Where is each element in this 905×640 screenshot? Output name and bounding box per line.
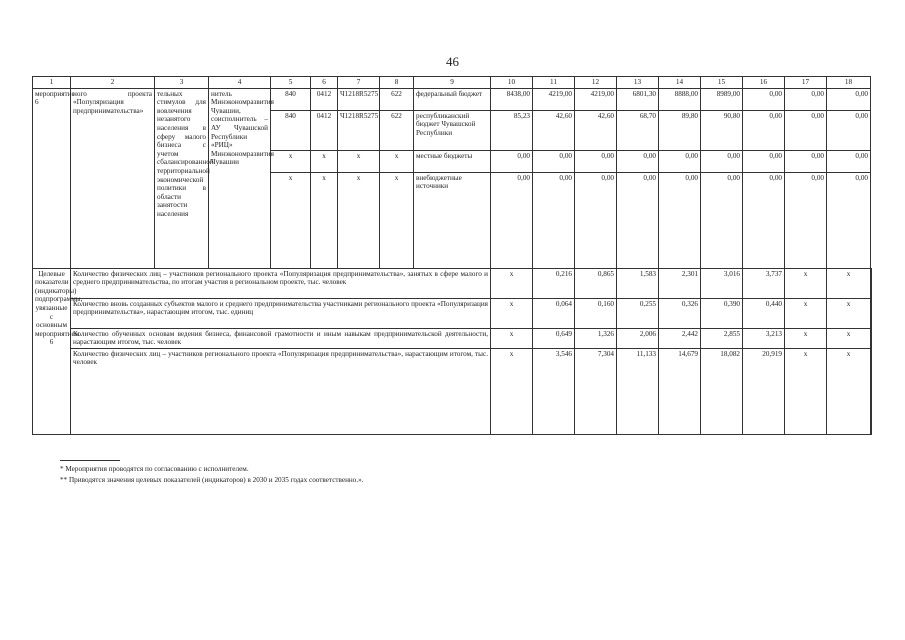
table-cell: 6801,30 (617, 88, 659, 110)
table-cell: 8989,00 (701, 88, 743, 110)
header-cell: 9 (414, 77, 491, 89)
indicator-value: 1,583 (617, 268, 659, 298)
table-cell: федеральный бюджет (414, 88, 491, 110)
table-cell: х (311, 150, 338, 172)
indicator-value: 7,304 (575, 348, 617, 434)
indicator-text: Количество физических лиц – участников регионального проекта «Популяризация предпринимательства», нарастающим итогом, тыс. человек (71, 348, 491, 434)
table-cell: 0,00 (743, 172, 785, 268)
footnote-separator (60, 460, 120, 461)
header-cell: 17 (785, 77, 827, 89)
table-cell: х (380, 150, 414, 172)
table-cell: 0,00 (743, 150, 785, 172)
header-cell: 12 (575, 77, 617, 89)
table-cell: 0,00 (617, 150, 659, 172)
indicator-value: 0,440 (743, 298, 785, 328)
indicator-value: 3,546 (533, 348, 575, 434)
table-cell: 0,00 (575, 172, 617, 268)
table-cell: х (271, 172, 311, 268)
header-row (33, 77, 872, 89)
header-cell: 4 (209, 77, 271, 89)
table-cell: 90,80 (701, 110, 743, 150)
indicator-value: 3,016 (701, 268, 743, 298)
indicator-value: 0,255 (617, 298, 659, 328)
table-cell: 0,00 (827, 172, 871, 268)
indicator-value (871, 348, 872, 434)
table-cell: 89,80 (659, 110, 701, 150)
table-cell: 622 (380, 110, 414, 150)
indicator-value (871, 298, 872, 328)
indicator-value: х (827, 298, 871, 328)
table-cell: 840 (271, 88, 311, 110)
table-cell: 0,00 (617, 172, 659, 268)
indicator-value: х (491, 298, 533, 328)
table-cell: 0412 (311, 110, 338, 150)
indicator-text: Количество вновь созданных субъектов малого и среднего предпринимательства участниками регионального проекта «Популяризация предпринимательства», нарастающим итогом, тыс. единиц (71, 298, 491, 328)
table-cell: 42,60 (575, 110, 617, 150)
executor-cell: нитель Минэкономразвития Чувашии, соисполнитель – АУ Чувашской Республики «РИЦ» Минэкономразвития Чувашии (209, 88, 271, 268)
indicator-value: 0,649 (533, 328, 575, 348)
header-cell: 7 (338, 77, 380, 89)
table-cell: республиканский бюджет Чувашской Республики (414, 110, 491, 150)
table-cell: 622 (380, 88, 414, 110)
table-cell: Ч1218R5275 (338, 110, 380, 150)
indicator-value: 0,064 (533, 298, 575, 328)
budget-table (32, 76, 872, 435)
table-cell: местные бюджеты (414, 150, 491, 172)
table-cell: 0,00 (785, 88, 827, 110)
table-cell: 0,00 (785, 172, 827, 268)
indicator-value: х (491, 348, 533, 434)
table-cell: 0,00 (743, 110, 785, 150)
project-cell: ного проекта «Популяризация предпринимательства» (71, 88, 155, 268)
indicator-value: 3,737 (743, 268, 785, 298)
header-cell: 14 (659, 77, 701, 89)
indicator-value: х (785, 348, 827, 434)
table-cell: х (271, 150, 311, 172)
indicator-value: х (827, 268, 871, 298)
header-cell: 15 (701, 77, 743, 89)
footnote-1: * Мероприятия проводятся по согласованию с исполнителем. (60, 465, 249, 473)
indicator-value (871, 328, 872, 348)
page-number: 46 (446, 54, 459, 69)
table-cell: 0,00 (785, 150, 827, 172)
header-cell: 16 (743, 77, 785, 89)
table-cell: 42,60 (533, 110, 575, 150)
table-cell: 8438,00 (491, 88, 533, 110)
indicator-value: 0,390 (701, 298, 743, 328)
indicator-value: 18,082 (701, 348, 743, 434)
table-cell: х (338, 150, 380, 172)
indicator-value: 2,301 (659, 268, 701, 298)
header-cell: 11 (533, 77, 575, 89)
header-cell: 3 (155, 77, 209, 89)
table-cell: 8888,00 (659, 88, 701, 110)
indicator-value: х (491, 268, 533, 298)
indicator-value: 1,326 (575, 328, 617, 348)
header-cell: 8 (380, 77, 414, 89)
footnote-2: ** Приводятся значения целевых показателей (индикаторов) в 2030 и 2035 годах соответственно.». (60, 476, 364, 484)
table-cell: 0,00 (827, 110, 871, 150)
indicator-value: 14,679 (659, 348, 701, 434)
finance-row (33, 88, 872, 110)
measure-cell: мероприятие 6 (33, 88, 71, 268)
indicator-value: 0,216 (533, 268, 575, 298)
table-cell: 0,00 (659, 172, 701, 268)
indicator-value: х (785, 328, 827, 348)
table-cell: 0,00 (491, 172, 533, 268)
header-cell: 1 (33, 77, 71, 89)
indicator-value: х (785, 298, 827, 328)
table-cell: 0,00 (701, 172, 743, 268)
target-label-cell: Целевые показатели (индикаторы) подпрограммы, увязанные с основным мероприятием 6 (33, 268, 71, 434)
table-cell: 0,00 (575, 150, 617, 172)
indicator-value: 20,919 (743, 348, 785, 434)
indicator-value: 0,326 (659, 298, 701, 328)
table-cell: 0,00 (827, 150, 871, 172)
header-cell: 2 (71, 77, 155, 89)
table-cell: 0412 (311, 88, 338, 110)
indicator-row (33, 348, 872, 434)
header-cell: 10 (491, 77, 533, 89)
table-cell: 0,00 (701, 150, 743, 172)
indicator-text: Количество обученных основам ведения бизнеса, финансовой грамотности и иным навыкам предпринимательской деятельности, нарастающим итогом, тыс. человек (71, 328, 491, 348)
table-cell: 840 (271, 110, 311, 150)
header-cell: 5 (271, 77, 311, 89)
table-cell: 0,00 (533, 150, 575, 172)
table-cell: 0,00 (659, 150, 701, 172)
header-cell: 6 (311, 77, 338, 89)
table-cell: 0,00 (743, 88, 785, 110)
table-cell: х (338, 172, 380, 268)
table-cell: 0,00 (533, 172, 575, 268)
indicator-value: 0,865 (575, 268, 617, 298)
table-cell: внебюджетные источники (414, 172, 491, 268)
indicator-value: 2,855 (701, 328, 743, 348)
indicator-value: х (827, 328, 871, 348)
table-cell: 0,00 (491, 150, 533, 172)
header-cell: 13 (617, 77, 659, 89)
purpose-cell: тельных стимулов для вовлечения незанятого населения в сферу малого бизнеса с учетом сбалансированной территориальной экономической политики в области занятости населения (155, 88, 209, 268)
indicator-value: 3,213 (743, 328, 785, 348)
table-cell: х (311, 172, 338, 268)
table-cell: 0,00 (785, 110, 827, 150)
indicator-value: х (785, 268, 827, 298)
table-cell: 4219,00 (533, 88, 575, 110)
table-cell: 68,70 (617, 110, 659, 150)
table-cell: 85,23 (491, 110, 533, 150)
indicator-row (33, 298, 872, 328)
indicator-value: х (491, 328, 533, 348)
table-cell: Ч1218R5275 (338, 88, 380, 110)
indicator-value: х (827, 348, 871, 434)
table-cell: 0,00 (827, 88, 871, 110)
indicator-value: 2,442 (659, 328, 701, 348)
indicator-value (871, 268, 872, 298)
indicator-value: 2,006 (617, 328, 659, 348)
indicator-row (33, 268, 872, 298)
indicator-row (33, 328, 872, 348)
indicator-value: 0,160 (575, 298, 617, 328)
indicator-value: 11,133 (617, 348, 659, 434)
indicator-text: Количество физических лиц – участников регионального проекта «Популяризация предпринимательства», занятых в сфере малого и среднего предпринимательства, по итогам участия в региональном проекте, тыс. человек (71, 268, 491, 298)
header-cell: 18 (827, 77, 871, 89)
table-cell: 4219,00 (575, 88, 617, 110)
table-cell: х (380, 172, 414, 268)
